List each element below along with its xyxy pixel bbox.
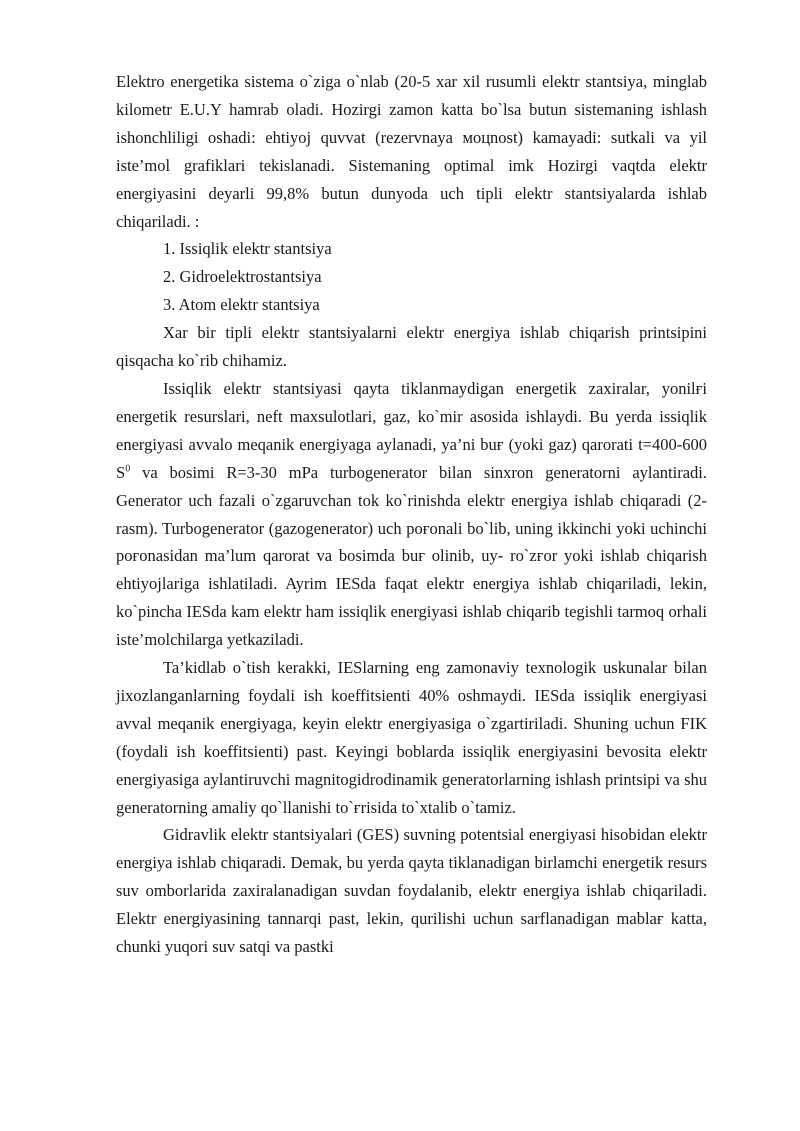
power-plant-types-list	[116, 235, 707, 319]
thermal-text-part-b: va bosimi R=3-30 mPa turbogenerator bilan sinxron generatorni aylantiradi. Generator uch fazali o`zgaruvchan tok ko`rinishda elektr energiya ishlab chiqaradi (2-rasm). Turbogenerator (gazogenerator) uch poғonali bo`lib, uning ikkinchi yoki uchinchi poғonasidan ma’lum qarorat va bosimda buғ olinib, uy- ro`zғor yoki ishlab chiqarish ehtiyojlariga ishlatiladi. Ayrim IESda faqat elektr energiya ishlab chiqariladi, lekin, ko`pincha IESda kam elektr ham issiqlik energiyasi ishlab chiqarib tegishli tarmoq orhali iste’molchilarga yetkaziladi.	[116, 462, 707, 650]
list-item-text: Issiqlik elektr stantsiya	[179, 239, 332, 259]
list-item	[163, 235, 707, 263]
paragraph-hydro-plant: Gidravlik elektr stantsiyalari (GES) suvning potentsial energiyasi hisobidan elektr energiya ishlab chiqaradi. Demak, bu yerda qayta tiklanadigan birlamchi energetik resurs suv omborlarida zaxiralanadigan suvdan foydalanib, elektr energiya ishlab chiqariladi. Elektr energiyasining tannarqi past, lekin, qurilishi uchun sarflanadigan mablaғ katta, chunki yuqori suv satqi va pastki	[116, 825, 707, 957]
paragraph-thermal-plant	[116, 375, 707, 654]
list-item	[163, 291, 707, 319]
list-item-number: 1.	[163, 239, 176, 259]
paragraph-principles-intro: Xar bir tipli elektr stantsiyalarni elektr energiya ishlab chiqarish printsipini qisqacha ko`rib chihamiz.	[116, 323, 707, 371]
paragraph-energy-system: Elektro energetika sistema o`ziga o`nlab (20-5 xar xil rusumli elektr stantsiya, minglab kilometr E.U.Y hamrab oladi. Hozirgi zamon katta bo`lsa butun sistemaning ishlash ishonchliligi oshadi: ehtiyoj quvvat (rezervnaya моцnost) kamayadi: sutkali va yil iste’mol grafiklari tekislanadi. Sistemaning optimal imk Hozirgi vaqtda elektr energiyasini deyarli 99,8% butun dunyoda uch tipli elektr stantsiyalarda ishlab chiqariladi. :	[116, 72, 707, 231]
list-item-text: Gidroelektrostantsiya	[179, 267, 322, 287]
thermal-text-part-a: Issiqlik elektr stantsiyasi qayta tiklanmaydigan energetik zaxiralar, yonilғi energetik resurslari, neft maxsulotlari, gaz, ko`mir asosida ishlaydi. Bu yerda issiqlik energiyasi avvalo meqanik energiyaga aylanadi, ya’ni buғ (yoki gaz) qarorati t=400-600 S	[116, 378, 707, 482]
list-item-text: Atom elektr stantsiya	[178, 295, 320, 315]
list-item-number: 2.	[163, 267, 176, 287]
document-page	[116, 68, 707, 961]
degree-superscript: 0	[125, 463, 131, 475]
list-item-number: 3.	[163, 295, 176, 315]
list-item	[163, 263, 707, 291]
paragraph-efficiency: Ta’kidlab o`tish kerakki, IESlarning eng zamonaviy texnologik uskunalar bilan jixozlanganlarning foydali ish koeffitsienti 40% oshmaydi. IESda issiqlik energiyasi avval meqanik energiyaga, keyin elektr energiyasiga o`zgartiriladi. Shuning uchun FIK (foydali ish koeffitsienti) past. Keyingi boblarda issiqlik energiyasini bevosita elektr energiyasiga aylantiruvchi magnitogidrodinamik generatorlarning ishlash printsipi va shu generatorning amaliy qo`llanishi to`ғrisida to`xtalib o`tamiz.	[116, 658, 707, 817]
